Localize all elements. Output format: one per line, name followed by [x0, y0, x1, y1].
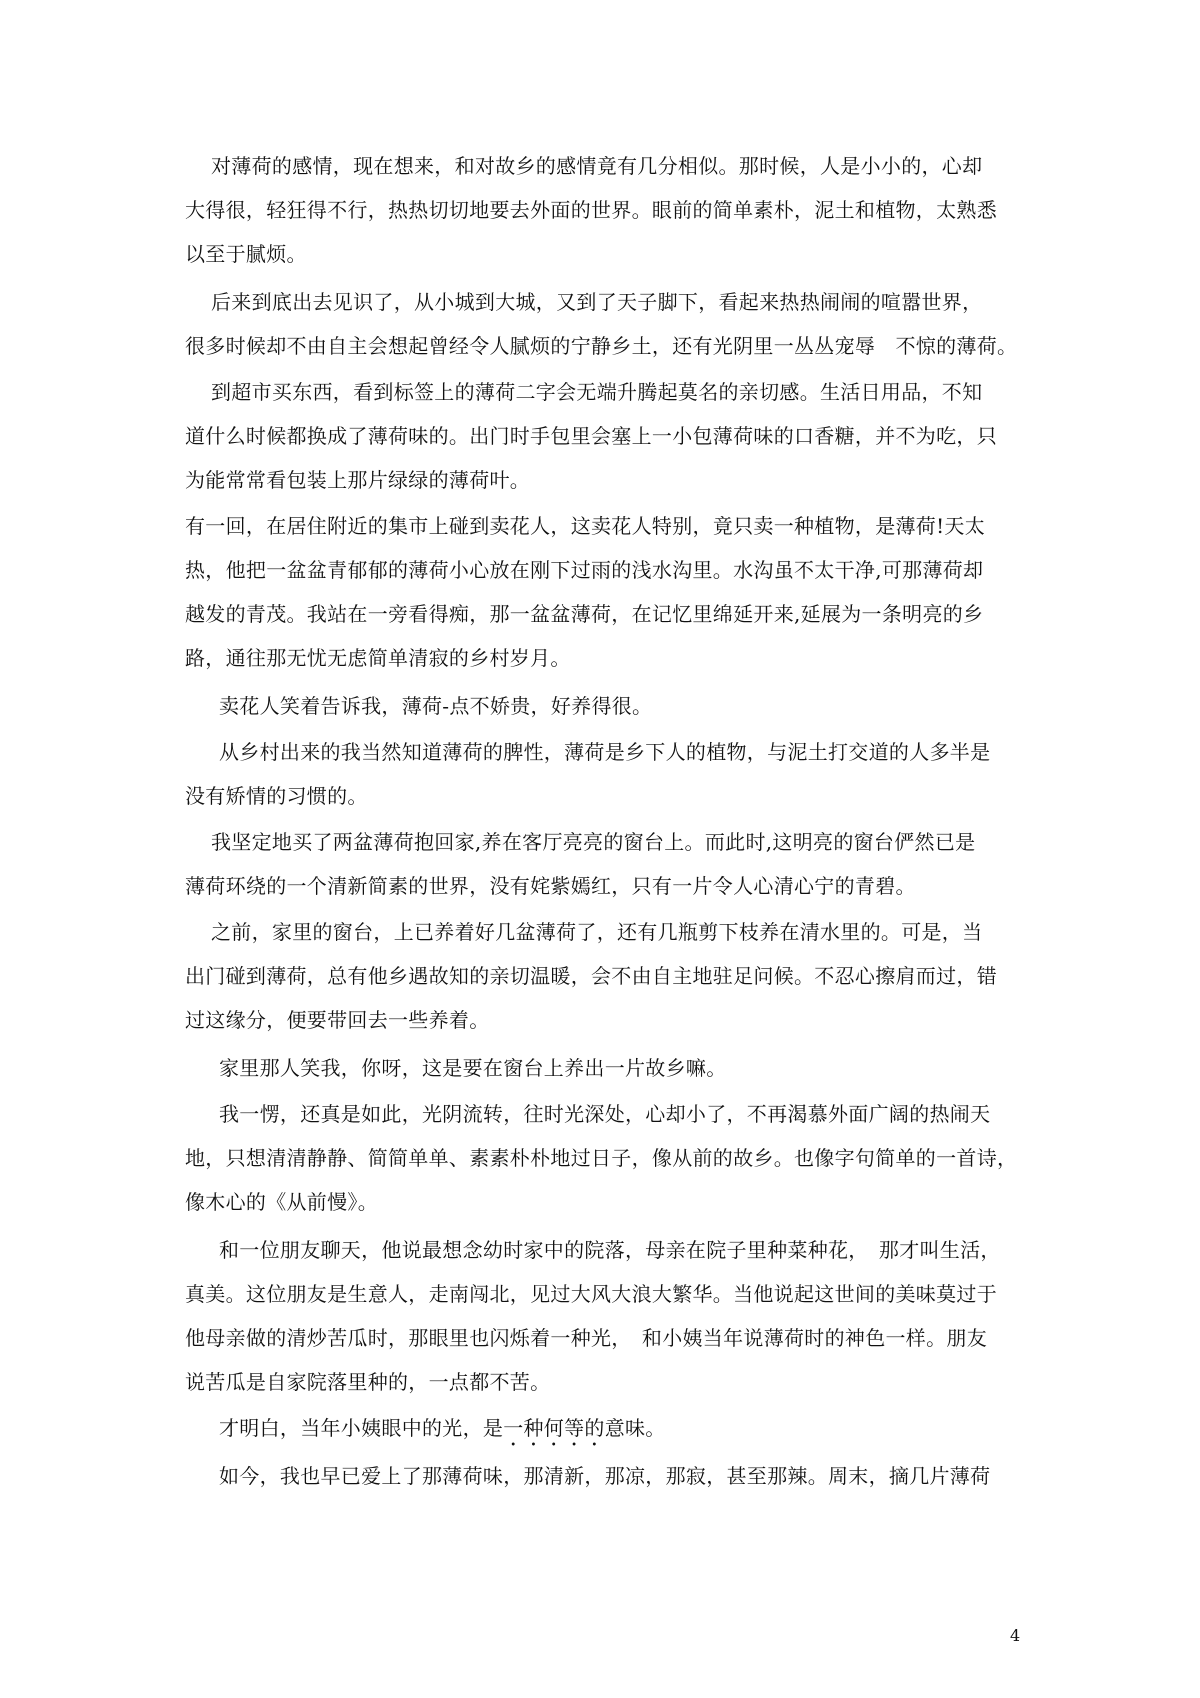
- text-line: 他母亲做的清炒苦瓜时，那眼里也闪烁着一种光， 和小姨当年说薄荷时的神色一样。朋友: [185, 1326, 987, 1350]
- text-line: 我一愣，还真是如此，光阴流转，往时光深处，心却小了，不再渴慕外面广阔的热闹天: [219, 1102, 991, 1126]
- text-line: 后来到底出去见识了，从小城到大城，又到了天子脚下，看起来热热闹闹的喧嚣世界，: [211, 290, 983, 314]
- text-line: 对薄荷的感情，现在想来，和对故乡的感情竟有几分相似。那时候，人是小小的，心却: [211, 154, 983, 178]
- emphasis-line-after: 意味。: [604, 1416, 666, 1440]
- text-line: 到超市买东西，看到标签上的薄荷二字会无端升腾起莫名的亲切感。生活日用品，不知: [211, 380, 983, 404]
- text-line: 越发的青茂。我站在一旁看得痴，那一盆盆薄荷，在记忆里绵延开来,延展为一条明亮的乡: [185, 602, 984, 626]
- text-line: 家里那人笑我，你呀，这是要在窗台上养出一片故乡嘛。: [219, 1056, 727, 1080]
- page-number: 4: [1010, 1626, 1021, 1645]
- emphasis-line-before: 才明白，当年小姨眼中的光，是: [219, 1416, 504, 1440]
- emphasis-line: [219, 1414, 666, 1442]
- text-line: 地，只想清清静静、简简单单、素素朴朴地过日子，像从前的故乡。也像字句简单的一首诗，: [185, 1146, 1018, 1170]
- text-line: 真美。这位朋友是生意人，走南闯北，见过大风大浪大繁华。当他说起这世间的美味莫过于: [185, 1282, 997, 1306]
- text-line: 之前，家里的窗台，上已养着好几盆薄荷了，还有几瓶剪下枝养在清水里的。可是，当: [211, 920, 983, 944]
- text-line: 以至于腻烦。: [185, 242, 307, 266]
- text-line: 路，通往那无忧无虑简单清寂的乡村岁月。: [185, 646, 571, 670]
- text-line: 说苦瓜是自家院落里种的，一点都不苦。: [185, 1370, 551, 1394]
- text-line: 为能常常看包装上那片绿绿的薄荷叶。: [185, 468, 531, 492]
- text-line: 卖花人笑着告诉我，薄荷-点不娇贵，好养得很。: [219, 694, 653, 718]
- text-line: 薄荷环绕的一个清新简素的世界，没有姹紫嫣红，只有一片令人心清心宁的青碧。: [185, 874, 916, 898]
- text-line: 热，他把一盆盆青郁郁的薄荷小心放在刚下过雨的浅水沟里。水沟虽不太干净,可那薄荷却: [185, 558, 984, 582]
- text-line: 和一位朋友聊天，他说最想念幼时家中的院落，母亲在院子里种菜种花， 那才叫生活，: [219, 1238, 1001, 1262]
- text-line: 道什么时候都换成了薄荷味的。出门时手包里会塞上一小包薄荷味的口香糖，并不为吃，只: [185, 424, 997, 448]
- text-line: 大得很，轻狂得不行，热热切切地要去外面的世界。眼前的简单素朴，泥土和植物，太熟悉: [185, 198, 997, 222]
- emphasis-dotted-text: 一种何等的: [503, 1416, 605, 1440]
- text-line: 我坚定地买了两盆薄荷抱回家,养在客厅亮亮的窗台上。而此时,这明亮的窗台俨然已是: [211, 830, 976, 854]
- text-line: 出门碰到薄荷，总有他乡遇故知的亲切温暖，会不由自主地驻足问候。不忍心擦肩而过，错: [185, 964, 997, 988]
- text-line: 过这缘分，便要带回去一些养着。: [185, 1008, 490, 1032]
- text-line: 如今，我也早已爱上了那薄荷味，那清新，那凉，那寂，甚至那辣。周末，摘几片薄荷: [219, 1464, 991, 1488]
- text-line: 像木心的《从前慢》。: [185, 1190, 378, 1214]
- text-line: 有一回，在居住附近的集市上碰到卖花人，这卖花人特别，竟只卖一种植物，是薄荷!天太: [185, 514, 986, 538]
- text-line: 很多时候却不由自主会想起曾经令人腻烦的宁静乡土，还有光阴里一丛丛宠辱 不惊的薄荷。: [185, 334, 1018, 358]
- text-line: 没有矫情的习惯的。: [185, 784, 368, 808]
- text-line: 从乡村出来的我当然知道薄荷的脾性，薄荷是乡下人的植物，与泥土打交道的人多半是: [219, 740, 991, 764]
